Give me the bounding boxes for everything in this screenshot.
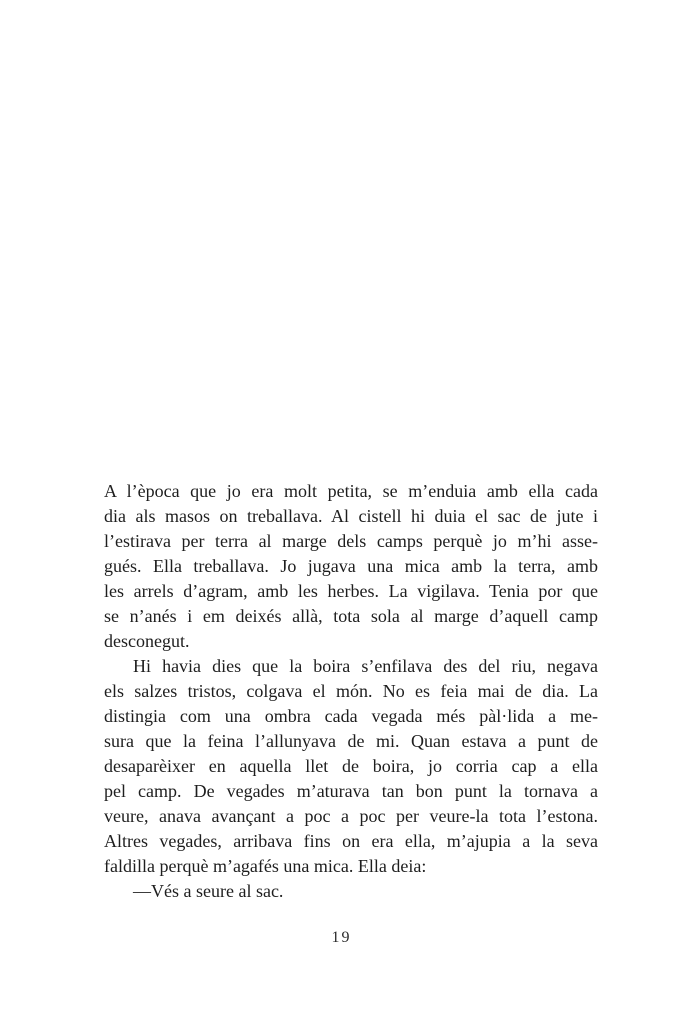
text-line: les arrels d’agram, amb les herbes. La vigilava. Tenia por que [104, 581, 598, 601]
text-block [104, 479, 598, 904]
paragraph [104, 479, 598, 654]
page-number: 19 [331, 929, 352, 946]
text-line: desaparèixer en aquella llet de boira, jo corria cap a ella [104, 756, 598, 776]
text-line: veure, anava avançant a poc a poc per veure-la tota l’estona. [104, 806, 598, 826]
text-line: pel camp. De vegades m’aturava tan bon punt la tornava a [104, 781, 598, 801]
text-line: Hi havia dies que la boira s’enfilava des del riu, negava [133, 656, 598, 676]
text-line: Altres vegades, arribava fins on era ella, m’ajupia a la seva [104, 831, 598, 851]
text-line: l’estirava per terra al marge dels camps perquè jo m’hi asse- [104, 531, 598, 551]
text-line: sura que la feina l’allunyava de mi. Quan estava a punt de [104, 731, 598, 751]
paragraph [104, 654, 598, 879]
text-line: faldilla perquè m’agafés una mica. Ella deia: [104, 856, 427, 876]
text-line: desconegut. [104, 631, 190, 651]
text-line: gués. Ella treballava. Jo jugava una mica amb la terra, amb [104, 556, 598, 576]
text-line: A l’època que jo era molt petita, se m’enduia amb ella cada [104, 481, 598, 501]
text-line: se n’anés i em deixés allà, tota sola al marge d’aquell camp [104, 606, 598, 626]
paragraph [104, 879, 598, 904]
text-line: dia als masos on treballava. Al cistell hi duia el sac de jute i [104, 506, 598, 526]
text-line: els salzes tristos, colgava el món. No es feia mai de dia. La [104, 681, 598, 701]
text-line: distingia com una ombra cada vegada més pàl·lida a me- [104, 706, 598, 726]
text-line: —Vés a seure al sac. [133, 881, 284, 901]
